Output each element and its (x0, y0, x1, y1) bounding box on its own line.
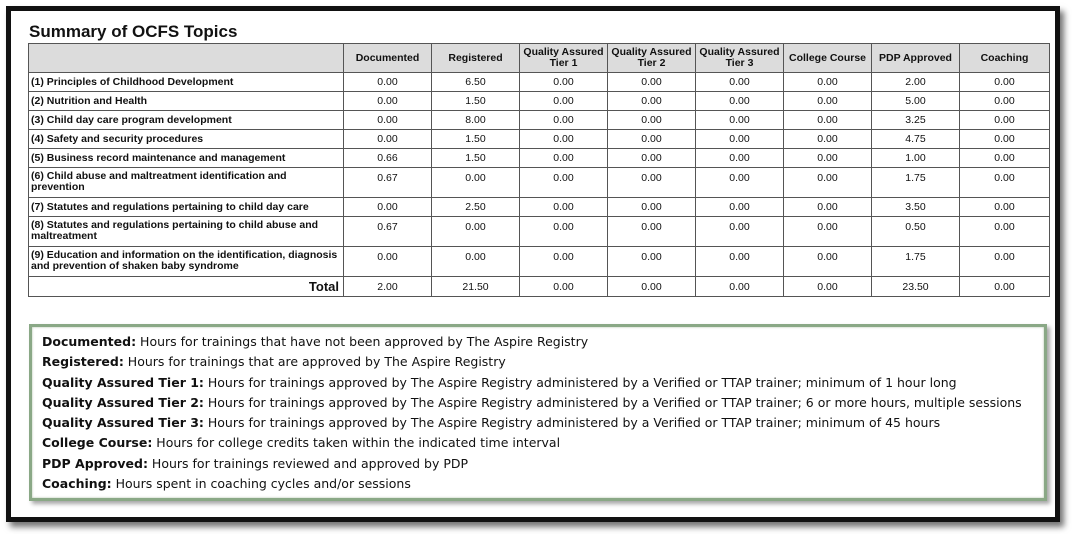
legend-term: Quality Assured Tier 1: (42, 374, 204, 390)
value-cell: 1.50 (432, 149, 520, 168)
value-cell: 0.00 (432, 217, 520, 247)
value-cell: 0.00 (608, 247, 696, 277)
topic-cell: (7) Statutes and regulations pertaining to child day care (29, 198, 344, 217)
value-cell: 1.50 (432, 130, 520, 149)
value-cell: 0.00 (608, 73, 696, 92)
value-cell: 0.00 (784, 149, 872, 168)
table-row (29, 130, 1050, 149)
total-label: Total (29, 277, 344, 297)
column-header: Coaching (960, 44, 1050, 73)
column-header: Quality Assured Tier 1 (520, 44, 608, 73)
value-cell: 0.00 (960, 130, 1050, 149)
column-header: Quality Assured Tier 3 (696, 44, 784, 73)
value-cell: 0.00 (608, 149, 696, 168)
value-cell: 0.00 (784, 130, 872, 149)
column-header: Quality Assured Tier 2 (608, 44, 696, 73)
value-cell: 0.00 (432, 247, 520, 277)
value-cell: 2.50 (432, 198, 520, 217)
value-cell: 0.00 (696, 130, 784, 149)
legend-term: Registered: (42, 354, 124, 370)
value-cell: 1.50 (432, 92, 520, 111)
table-header-row (29, 44, 1050, 73)
value-cell: 1.00 (872, 149, 960, 168)
value-cell: 0.00 (696, 73, 784, 92)
table-row (29, 73, 1050, 92)
value-cell: 0.00 (520, 111, 608, 130)
legend-description: Hours for trainings approved by The Aspire Registry administered by a Verified or TTAP trainer; minimum of 1 hour long (203, 374, 957, 390)
table-row (29, 111, 1050, 130)
column-header: PDP Approved (872, 44, 960, 73)
value-cell: 0.00 (696, 247, 784, 277)
value-cell: 0.00 (608, 198, 696, 217)
value-cell: 0.00 (784, 168, 872, 198)
value-cell: 0.00 (608, 217, 696, 247)
value-cell: 0.00 (784, 198, 872, 217)
value-cell: 0.66 (344, 149, 432, 168)
value-cell: 0.00 (432, 168, 520, 198)
value-cell: 0.00 (696, 92, 784, 111)
table-row (29, 198, 1050, 217)
value-cell: 0.00 (784, 111, 872, 130)
topic-cell: (3) Child day care program development (29, 111, 344, 130)
column-header: College Course (784, 44, 872, 73)
value-cell: 0.00 (696, 198, 784, 217)
value-cell: 0.00 (344, 198, 432, 217)
value-cell: 0.00 (696, 168, 784, 198)
legend-description: Hours for trainings approved by The Aspire Registry administered by a Verified or TTAP trainer; 6 or more hours, multiple sessions (203, 394, 1022, 410)
topic-cell: (5) Business record maintenance and management (29, 149, 344, 168)
value-cell: 6.50 (432, 73, 520, 92)
value-cell: 0.00 (608, 111, 696, 130)
value-cell: 0.00 (960, 247, 1050, 277)
column-header (29, 44, 344, 73)
total-value-cell: 0.00 (608, 277, 696, 297)
table-row (29, 149, 1050, 168)
topic-cell: (2) Nutrition and Health (29, 92, 344, 111)
legend-term: Documented: (42, 334, 137, 349)
value-cell: 0.00 (960, 111, 1050, 130)
value-cell: 0.00 (520, 149, 608, 168)
legend-box (29, 324, 1047, 501)
value-cell: 0.00 (960, 168, 1050, 198)
value-cell: 0.00 (696, 149, 784, 168)
summary-table (28, 43, 1050, 297)
value-cell: 0.00 (520, 168, 608, 198)
topic-cell: (8) Statutes and regulations pertaining to child abuse and maltreatment (29, 217, 344, 247)
value-cell: 0.67 (344, 217, 432, 247)
table-row (29, 217, 1050, 247)
table-row (29, 168, 1050, 198)
legend-description: Hours for trainings reviewed and approved by PDP (147, 455, 469, 471)
value-cell: 0.00 (696, 111, 784, 130)
document-frame (6, 6, 1060, 522)
topic-cell: (9) Education and information on the identification, diagnosis and prevention of shaken baby syndrome (29, 247, 344, 277)
legend-term: Coaching: (42, 476, 112, 492)
legend-item (42, 454, 1036, 474)
value-cell: 0.00 (344, 92, 432, 111)
value-cell: 0.00 (344, 111, 432, 130)
column-header: Documented (344, 44, 432, 73)
value-cell: 0.00 (520, 247, 608, 277)
value-cell: 0.00 (784, 73, 872, 92)
value-cell: 0.50 (872, 217, 960, 247)
value-cell: 3.50 (872, 198, 960, 217)
topic-cell: (6) Child abuse and maltreatment identification and prevention (29, 168, 344, 198)
value-cell: 1.75 (872, 247, 960, 277)
legend-description: Hours for college credits taken within the indicated time interval (152, 435, 561, 451)
value-cell: 0.00 (960, 217, 1050, 247)
value-cell: 0.00 (784, 247, 872, 277)
topic-cell: (1) Principles of Childhood Development (29, 73, 344, 92)
legend-item (42, 413, 1036, 433)
legend-item (42, 352, 1036, 372)
legend-description: Hours spent in coaching cycles and/or sessions (111, 476, 411, 492)
legend-term: College Course: (42, 435, 153, 451)
total-value-cell: 0.00 (520, 277, 608, 297)
legend-description: Hours for trainings that are approved by The Aspire Registry (123, 354, 506, 370)
value-cell: 8.00 (432, 111, 520, 130)
legend-term: Quality Assured Tier 3: (42, 415, 204, 431)
value-cell: 0.00 (520, 73, 608, 92)
legend-description: Hours for trainings approved by The Aspire Registry administered by a Verified or TTAP trainer; minimum of 45 hours (203, 415, 941, 431)
total-value-cell: 2.00 (344, 277, 432, 297)
legend-item (42, 433, 1036, 453)
value-cell: 0.00 (608, 130, 696, 149)
value-cell: 0.00 (520, 217, 608, 247)
legend-item (42, 332, 1036, 352)
value-cell: 0.00 (608, 168, 696, 198)
value-cell: 1.75 (872, 168, 960, 198)
legend-term: Quality Assured Tier 2: (42, 394, 204, 410)
value-cell: 0.00 (960, 149, 1050, 168)
total-value-cell: 0.00 (784, 277, 872, 297)
legend-term: PDP Approved: (42, 455, 148, 471)
value-cell: 0.00 (344, 247, 432, 277)
table-row (29, 247, 1050, 277)
table-row (29, 92, 1050, 111)
value-cell: 0.00 (520, 198, 608, 217)
value-cell: 0.00 (344, 130, 432, 149)
total-value-cell: 21.50 (432, 277, 520, 297)
total-value-cell: 0.00 (696, 277, 784, 297)
legend-item (42, 373, 1036, 393)
value-cell: 0.00 (960, 92, 1050, 111)
value-cell: 0.00 (696, 217, 784, 247)
page-title: Summary of OCFS Topics (29, 22, 238, 41)
value-cell: 0.00 (608, 92, 696, 111)
total-value-cell: 0.00 (960, 277, 1050, 297)
value-cell: 0.00 (960, 73, 1050, 92)
value-cell: 0.00 (784, 217, 872, 247)
column-header: Registered (432, 44, 520, 73)
value-cell: 5.00 (872, 92, 960, 111)
legend-description: Hours for trainings that have not been approved by The Aspire Registry (136, 334, 589, 349)
value-cell: 3.25 (872, 111, 960, 130)
value-cell: 0.00 (784, 92, 872, 111)
value-cell: 0.00 (520, 130, 608, 149)
value-cell: 0.00 (960, 198, 1050, 217)
value-cell: 4.75 (872, 130, 960, 149)
topic-cell: (4) Safety and security procedures (29, 130, 344, 149)
legend-item (42, 393, 1036, 413)
value-cell: 0.67 (344, 168, 432, 198)
value-cell: 0.00 (520, 92, 608, 111)
legend-item (42, 474, 1036, 494)
value-cell: 0.00 (344, 73, 432, 92)
value-cell: 2.00 (872, 73, 960, 92)
total-value-cell: 23.50 (872, 277, 960, 297)
total-row (29, 277, 1050, 297)
